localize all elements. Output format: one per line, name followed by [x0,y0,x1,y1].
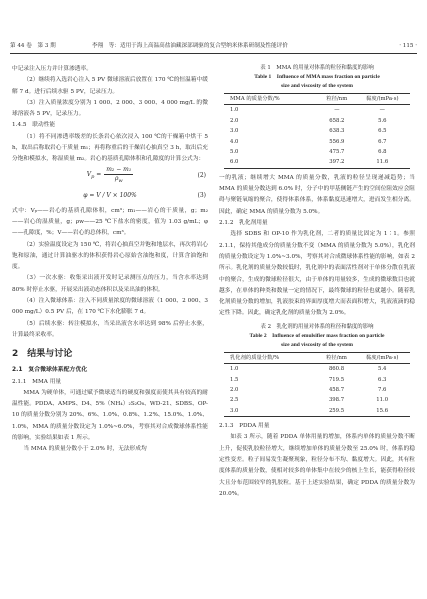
table-row [224,375,410,385]
table-2-caption: 表 2 乳化剂的用量对体系的粒径和黏度的影响 [260,323,374,330]
equation-number: (2) [197,172,206,180]
paragraph: （2）继续将入选岩心注入 5 PV 微球溶液后放置在 170 ℃的恒温箱中缓解 7 d。进行后续水驱 5 PV，记录压力。 [12,77,208,95]
paragraph: （2）实验温度设定为 150 ℃，将岩心抽真空并饱和地层水，再次将岩心饱和原油，通过计算油驱水的体积获得岩心原始含油饱和度，计算含油饱和度。 [12,241,208,271]
table-cell: 860.8 [328,366,345,373]
table-header-row [224,352,410,363]
table-row [224,395,410,405]
eq-numerator: m₂ − m₁ [106,166,132,174]
table-2-caption-en: size and viscosity of the system [281,341,353,348]
paragraph: 一的乳液；继续增大 MMA 的质量分数，乳液的粒径呈现递减趋势；当 MMA 的质量分数达到 6.0% 时，分子中的甲基侧链产生的空间位阻效应会阻碍与聚链氧缩的聚合，使得体系体系，体系黏度迅速增大，进而发生相分离。因此，确定 MMA 的质量分数为 5.0%。 [219,174,415,215]
table-cell: 15.6 [376,407,389,414]
table-cell: 1.0 [230,107,239,114]
equation-pore-volume: $V_p$ = $\frac{\text{m₂ − m₁}}{\rho_w}$ (2) [86,166,206,185]
table-cell: 4.0 [230,138,239,145]
table-cell: 398.7 [328,397,345,404]
table-cell: 1.5 [230,376,239,383]
eq-porosity-text: φ = V / V × 100% [83,192,137,200]
table-cell: 3.0 [230,407,239,414]
paragraph: 当 MMA 的质量分数小于 2.0% 时，无法形成均 [23,446,147,453]
equation-number: (3) [197,192,206,200]
table-cell: 3.0 [230,128,239,135]
header-rule [10,53,417,54]
paragraph: （5）后续水驱：转注模拟水，当采出液含水率达到 98% 后停止水驱，计算最终采收率。 [12,320,208,338]
paragraph: （3）注入质量浓度分别为 1 000、2 000、3 000、4 000 mg/L 的微球溶液各 5 PV，记录压力。 [12,99,208,118]
table-1-caption-en: size and viscosity of the system [281,83,353,89]
paragraph: （4）注入微球体系：注入不同质量浓度的微球溶液（1 000、2 000、3 000 mg/L）0.5 PV 后，在 170 ℃下水化膨胀 7 d。 [12,298,208,316]
header-page-number: · 115 · [399,43,417,49]
table-row [224,126,410,136]
table-cell: 1.0 [230,366,239,373]
table-row [224,157,410,168]
table-row [224,147,410,157]
right-column [219,64,415,500]
paragraph: 中记录注入压力并计算渗透率。 [12,66,92,72]
table-header-cell: 黏度/(mPa·s) [365,354,399,361]
table-cell: 6.7 [378,138,387,145]
table-header-cell: 乳化剂的质量分数/% [230,354,280,361]
table-cell: 11.6 [376,159,389,166]
table-cell: — [334,107,340,114]
table-cell: 6.3 [377,376,387,383]
table-cell: — [379,107,385,114]
table-cell: 2.5 [230,397,239,404]
paragraph: （1）将不同渗透率级差的长条岩心依次浸入 100 ℃的干燥箱中烘干 5 h，取出后称取岩心干质量 m₁；再将称重后的干燥岩心抽真空 3 h，取出后充分饱和模拟水，称湿质量 m₂。岩心的基质孔隙体积和孔隙度的计算公式为： [12,133,208,163]
table-cell: 397.2 [329,159,345,166]
subsubsection-heading: 2.1.2 乳化剂用量 [219,220,268,227]
table-cell: 2.0 [230,117,239,124]
eq-denominator: ρ [114,175,119,183]
table-2-caption-en: Table 2 Influence of emulsifier mass fraction on particle [249,332,385,339]
table-cell: 7.6 [377,386,387,393]
paragraph: 选择 SDBS 和 OP-10 作为乳化剂，二者的质量比固定为 1∶1。参照 2.1.1，保持其他成分的质量分数不变（MMA 的质量分数为 5.0%），乳化剂的质量分数设定为 1.0%~3.0%，考察其对合成微球体系性能的影响，如表 2 所示。乳化剂的质量分数较低时，乳化剂中的表面活性剂对于单体分散在乳液中的聚合，生成的微球粒径很大，由于单体的用量较多，生成的微球数目也就越多，在单体的种类和数量一定的情况下，最终微球的粒径也就越小。随着乳化剂质量分数的增加，乳液胶束的界面厚度增大而表面积增大，乳液液滴的稳定性下降。因此，确定乳化剂的质量分数为 2.0%。 [219,231,415,317]
paragraph: MMA 为硬单体，可通过赋予微球适当的硬度和强度而使其具有较高的耐温性能。PDDA、AMPS、D4、5%（NH₄）₂S₂O₈、WD-21、SDBS、OP-10 的质量分数分别为 20%、6%、1.0%、0.8%、1.2%、15.0%、1.0%、1.0%，MMA 的质量分数设定为 1.0%~6.0%，考察其对合成微球体系性能的影响，实验结果如表 1 所示。 [12,389,208,442]
table-cell: 6.5 [378,128,387,135]
subsection-heading: 2.1 复合微球体系配方优化 [12,367,88,374]
table-header-cell: 黏度/(mPa·s) [366,96,399,102]
section-heading: 2 结果与讨论 [12,349,73,360]
table-1-caption-en: Table 1 Influence of MMA mass fraction on particle [254,74,380,80]
table-cell: 5.0 [230,149,239,156]
running-header [10,41,417,51]
header-volume: 第 44 卷 第 3 期 [10,43,56,49]
left-column [12,64,208,456]
table-row [224,105,410,116]
table-row [224,137,410,147]
eq-lhs: V [86,171,92,179]
table-cell: 5.6 [378,117,387,124]
table-header-cell: MMA 的质量分数/% [230,96,280,102]
eq-lhs-sub: p [91,174,95,181]
table-cell: 6.8 [378,149,387,156]
eq-fraction [104,166,133,185]
subsection-heading: 1.4.5 联动性能 [12,122,56,129]
table-cell: 556.9 [329,138,345,145]
table-1-caption: 表 1 MMA 的用量对体系的粒径和黏度的影响 [260,65,374,71]
table-row [224,116,410,126]
table-cell: 11.0 [376,397,389,404]
table-cell: 638.3 [329,128,345,135]
subsubsection-heading: 2.1.3 PDDA 用量 [219,423,270,430]
table-header-cell: 粒径/nm [326,96,348,102]
paragraph: 式中：Vₚ——岩心的基质孔隙体积，cm³；m₁——岩心的干质量，g；m₂——岩心的湿质量，g；ρw——25 ℃下盐水的密度，值为 1.03 g/mL；φ——孔隙度，%；V——岩心的总体积，cm³。 [12,207,208,237]
table-cell: 6.0 [230,159,239,166]
table-2 [224,352,410,417]
eq-den-sub: w [118,178,123,185]
table-cell: 658.2 [329,117,345,124]
table-1 [224,93,410,169]
table-row [224,385,410,395]
equation-porosity [12,186,208,206]
subsubsection-heading: 2.1.1 MMA 用量 [12,378,62,385]
header-article-title: 李翔 等：适用于海上高温高盐油藏深部调驱的复合型纳米体系研制及性能评价 [92,43,288,49]
table-row [224,364,410,375]
paragraph: 如表 3 所示，随着 PDDA 单体用量的增加，体系内单体的质量分数不断上升，促使乳胶粒径增大，继续增加单体的质量分数至 25.0% 时，体系的稳定性变差。粒子间易发生凝聚现象，粒径分布不均、黏度增大。因此，其有粒度体系的质量分数，使相对较多的单体集中在较少的核上生长，能获得粒径较大且分布范围较窄的乳胶粒。基于上述实验结果，确定 PDDA 的质量分数为 20.0%。 [219,434,415,497]
paragraph: （3）一次水驱：收集采出液开发时记录测压点的压力，当含水率达到 80% 时停止水驱，开展采出液动态体积以及采出油的体积。 [12,275,208,293]
table-header-cell: 粒径/nm [326,354,347,361]
table-row [224,406,410,417]
table-cell: 2.0 [230,386,239,393]
table-cell: 458.7 [328,386,345,393]
table-cell: 719.5 [328,376,345,383]
table-cell: 475.7 [329,149,345,156]
table-header-row [224,94,410,105]
table-cell: 5.4 [377,366,387,373]
table-cell: 259.5 [328,407,345,414]
